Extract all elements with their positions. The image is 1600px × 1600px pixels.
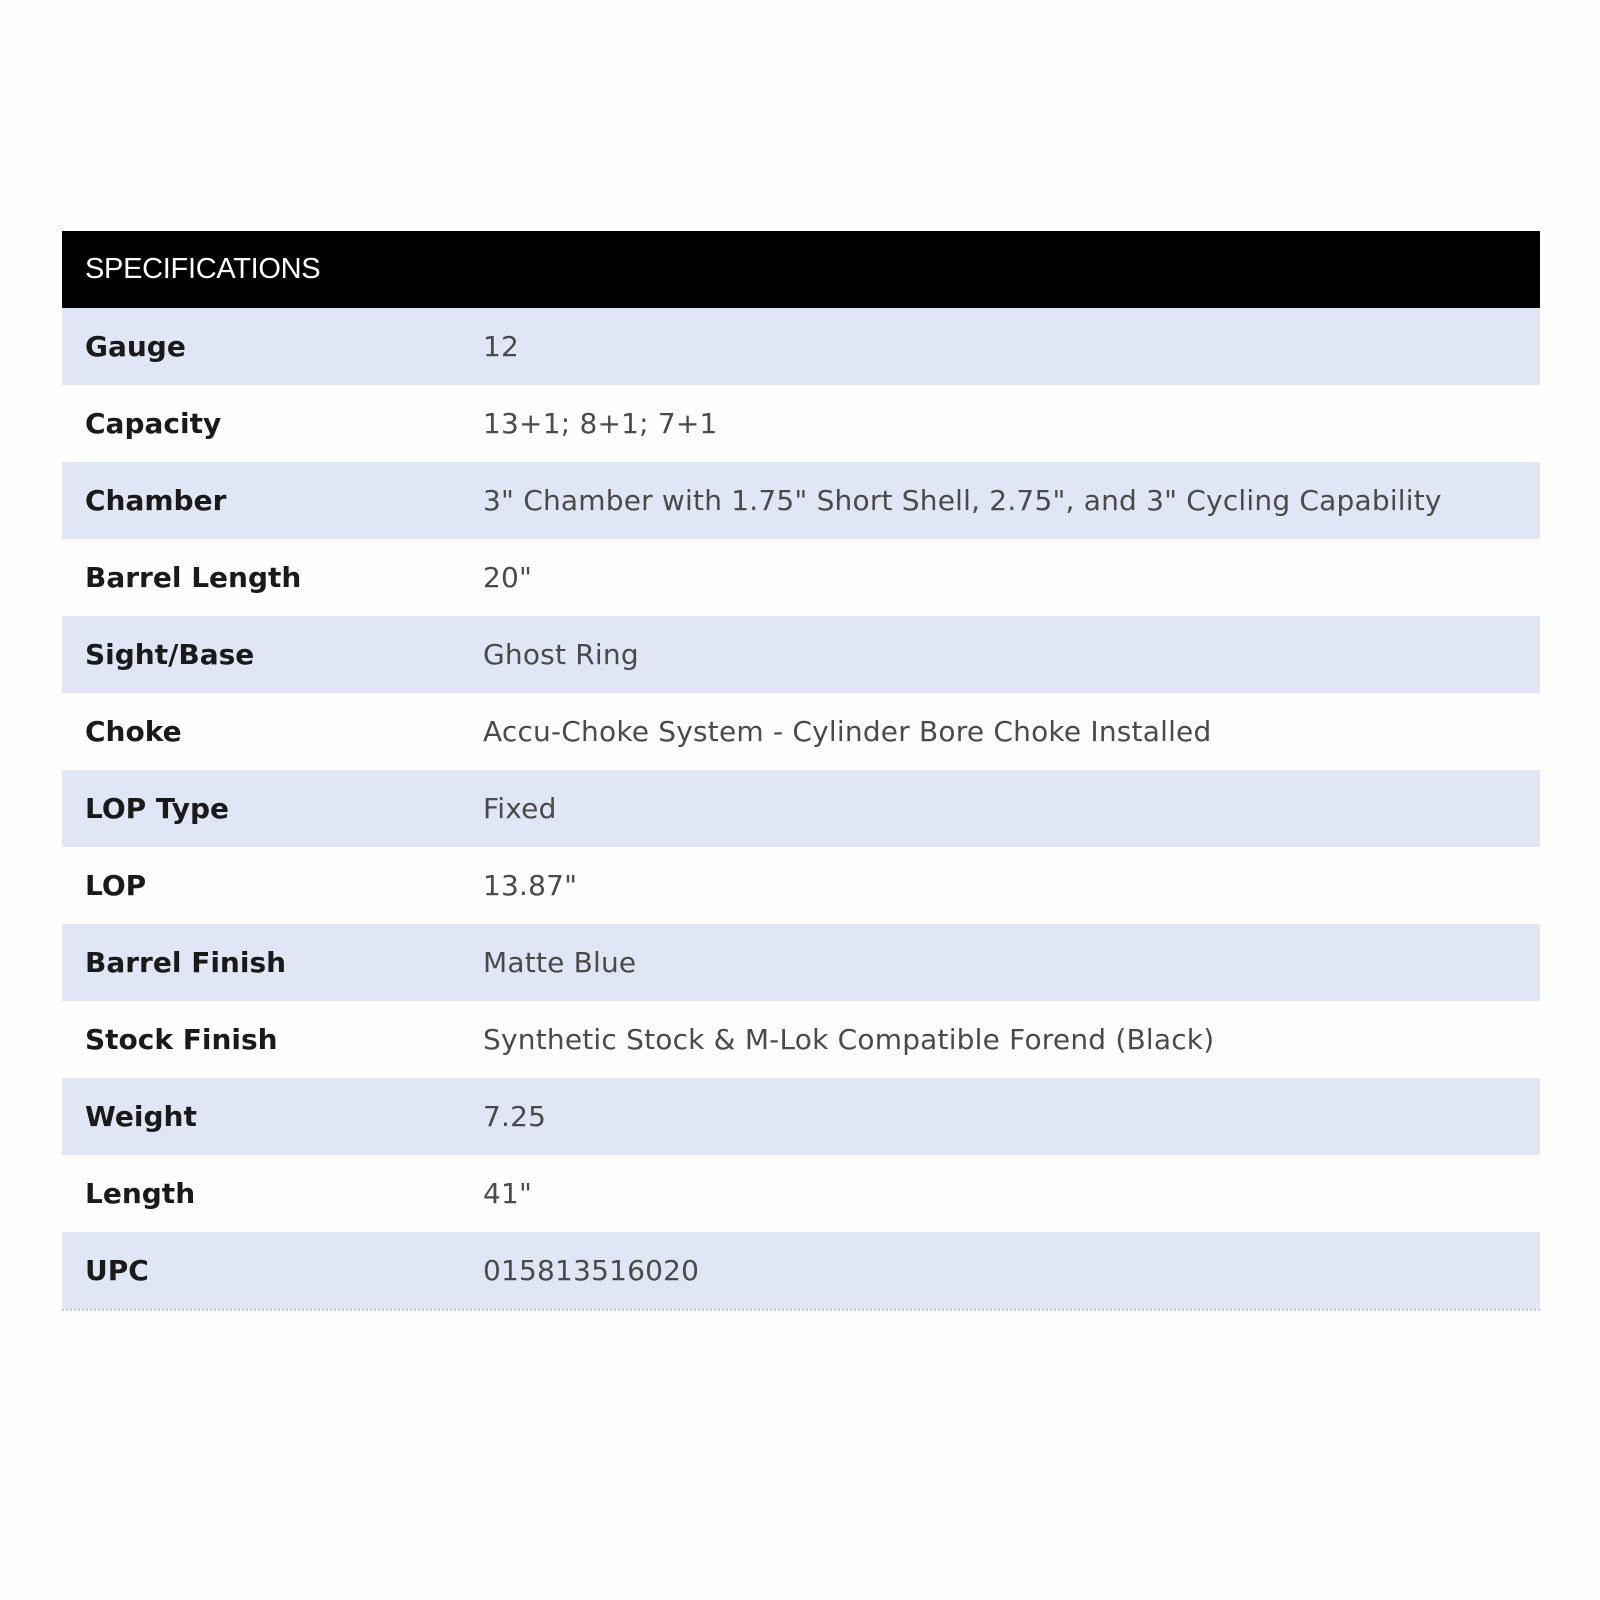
spec-row-sight-base <box>62 616 1540 693</box>
spec-row-upc <box>62 1232 1540 1309</box>
spec-label: Weight <box>85 1100 197 1133</box>
spec-value: 7.25 <box>483 1100 547 1133</box>
spec-label: Sight/Base <box>85 638 255 671</box>
spec-row-lop <box>62 847 1540 924</box>
spec-value: 20" <box>483 561 533 594</box>
spec-label: Barrel Length <box>85 561 302 594</box>
spec-label: Chamber <box>85 484 227 517</box>
specifications-table <box>62 231 1540 1311</box>
spec-row-weight <box>62 1078 1540 1155</box>
spec-value: Matte Blue <box>483 946 637 979</box>
spec-value: 12 <box>483 330 520 363</box>
spec-label: LOP Type <box>85 792 229 825</box>
spec-value: 13.87" <box>483 869 578 902</box>
specifications-header: SPECIFICATIONS <box>62 231 1540 308</box>
spec-row-capacity <box>62 385 1540 462</box>
spec-value: Fixed <box>483 792 557 825</box>
spec-label: Stock Finish <box>85 1023 278 1056</box>
spec-value: Ghost Ring <box>483 638 639 671</box>
spec-label: Gauge <box>85 330 186 363</box>
spec-row-length <box>62 1155 1540 1232</box>
spec-row-barrel-finish <box>62 924 1540 1001</box>
spec-row-barrel-length <box>62 539 1540 616</box>
spec-label: LOP <box>85 869 147 902</box>
specifications-rows <box>62 308 1540 1309</box>
spec-row-gauge <box>62 308 1540 385</box>
spec-value: 13+1; 8+1; 7+1 <box>483 407 718 440</box>
spec-row-stock-finish <box>62 1001 1540 1078</box>
spec-value: Accu-Choke System - Cylinder Bore Choke Installed <box>483 715 1212 748</box>
spec-value: 3" Chamber with 1.75" Short Shell, 2.75", and 3" Cycling Capability <box>483 484 1442 517</box>
spec-value: Synthetic Stock & M-Lok Compatible Forend (Black) <box>483 1023 1215 1056</box>
spec-label: UPC <box>85 1254 149 1287</box>
spec-label: Capacity <box>85 407 222 440</box>
spec-row-chamber <box>62 462 1540 539</box>
spec-label: Barrel Finish <box>85 946 287 979</box>
spec-row-lop-type <box>62 770 1540 847</box>
spec-row-choke <box>62 693 1540 770</box>
spec-value: 41" <box>483 1177 533 1210</box>
spec-label: Choke <box>85 715 182 748</box>
spec-value: 015813516020 <box>483 1254 700 1287</box>
spec-label: Length <box>85 1177 196 1210</box>
